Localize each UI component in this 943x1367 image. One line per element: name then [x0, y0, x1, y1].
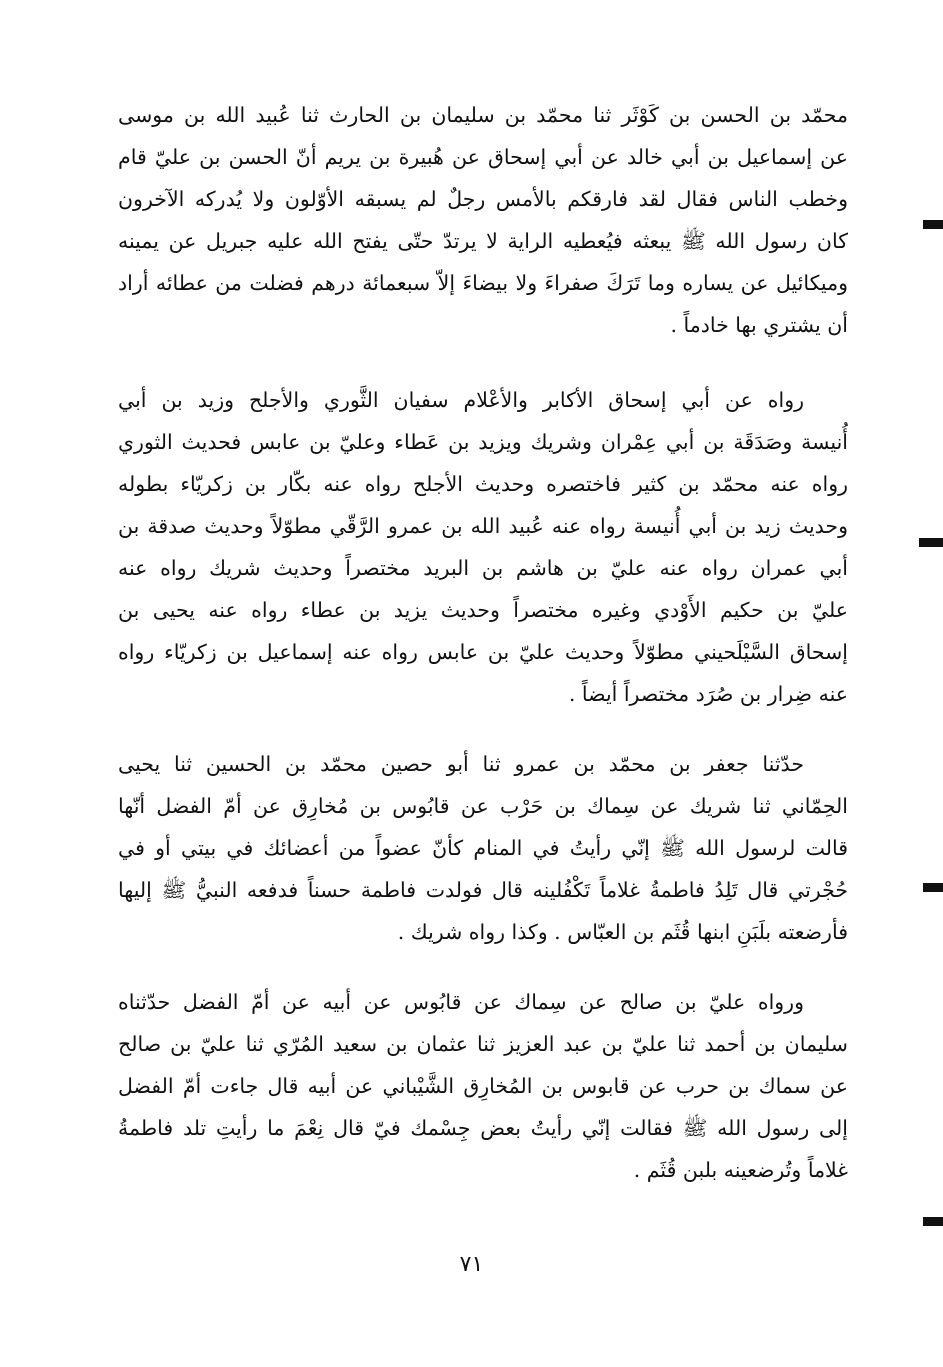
text-line: رواه عن أبي إسحاق الأكابر والأعْلام سفيان الثَّوري والأجلح وزيد بن أبي: [118, 388, 804, 412]
text-line: عن إسماعيل بن أبي خالد عن أبي إسحاق عن هُبيرة بن يريم أنّ الحسن بن عليّ قام: [118, 145, 848, 169]
text-line: غلاماً وتُرضعينه بلبن قُثَم .: [633, 1158, 848, 1182]
text-line: أبي عمران رواه عنه عليّ بن هاشم بن البريد مختصراً وحديث شريك رواه عنه: [118, 556, 848, 580]
text-line: عنه ضِرار بن صُرَد مختصراً أيضاً .: [568, 682, 848, 706]
text-line: الحِمّاني ثنا شريك عن سِماك بن حَرْب عن قابُوس بن مُخارِق عن أمّ الفضل أنّها: [118, 794, 848, 818]
paragraph-1: [118, 94, 848, 346]
text-line: سليمان بن أحمد ثنا عليّ بن عبد العزيز ثنا عثمان بن سعيد المُرّي ثنا عليّ بن صالح: [118, 1032, 848, 1056]
text-line: حُجْرتي قال تَلِدُ فاطمةُ غلاماً تَكْفُلينه قال فولدت فاطمة حسناً فدفعه النبيُّ ﷺ إليها: [118, 878, 848, 902]
margin-scan-mark: [923, 1217, 943, 1226]
text-line: ورواه عليّ بن صالح عن سِماك عن قابُوس عن أبيه عن أمّ الفضل حدّثناه: [118, 990, 804, 1014]
margin-scan-mark: [919, 538, 943, 547]
text-line: وخطب الناس فقال لقد فارقكم بالأمس رجلٌ لم يسبقه الأوّلون ولا يُدركه الآخرون: [118, 187, 848, 211]
text-line: عليّ بن حكيم الأَوْدي وغيره مختصراً وحديث يزيد بن عطاء رواه عنه يحيى بن: [118, 598, 848, 622]
text-line: رواه عنه محمّد بن كثير فاختصره وحديث الأجلح رواه عنه بكّار بن زكريّاء بطوله: [118, 472, 848, 496]
paragraph-3: [118, 743, 848, 953]
text-line: محمّد بن الحسن بن كَوْثَر ثنا محمّد بن سليمان بن الحارث ثنا عُبيد الله بن موسى: [118, 103, 848, 127]
paragraph-4: [118, 981, 848, 1191]
text-line: وحديث زيد بن أبي أُنيسة رواه عنه عُبيد الله بن عمرو الرَّقّي مطوّلاً وحديث صدقة بن: [118, 514, 848, 538]
margin-scan-mark: [923, 220, 943, 229]
text-line: عن سماك بن حرب عن قابوس بن المُخارِق الشَّيْباني عن أبيه قال جاءت أمّ الفضل: [118, 1074, 848, 1098]
text-line: كان رسول الله ﷺ يبعثه فيُعطيه الراية لا يرتدّ حتّى يفتح الله عليه جبريل عن يمينه: [118, 229, 848, 253]
paragraph-2: [118, 379, 848, 715]
page-number: ٧١: [459, 1252, 484, 1277]
text-line: قالت لرسول الله ﷺ إنّي رأيتُ في المنام كأنّ عضواً من أعضائك في بيتي أو في: [118, 836, 848, 860]
text-line: أن يشتري بها خادماً .: [670, 313, 848, 337]
text-line: وميكائيل عن يساره وما تَرَكَ صفراءَ ولا بيضاءَ إلاّ سبعمائة درهم فضلت من عطائه أراد: [118, 271, 848, 295]
text-line: إسحاق السَّيْلَحيني مطوّلاً وحديث عليّ بن عابس رواه عنه إسماعيل بن زكريّاء رواه: [118, 640, 848, 664]
text-line: إلى رسول الله ﷺ فقالت إنّي رأيتُ بعض جِسْمك فيّ قال نِعْمَ ما رأيتِ تلد فاطمةُ: [118, 1116, 848, 1140]
margin-scan-mark: [923, 883, 943, 892]
text-line: فأرضعته بلَبَنِ ابنها قُثَم بن العبّاس . وكذا رواه شريك .: [397, 920, 848, 944]
text-line: حدّثنا جعفر بن محمّد بن عمرو ثنا أبو حصين محمّد بن الحسين ثنا يحيى: [118, 752, 804, 776]
text-line: أُنيسة وصَدَقَة بن أبي عِمْران وشريك ويزيد بن عَطاء وعليّ بن عابس فحديث الثوري: [118, 430, 848, 454]
